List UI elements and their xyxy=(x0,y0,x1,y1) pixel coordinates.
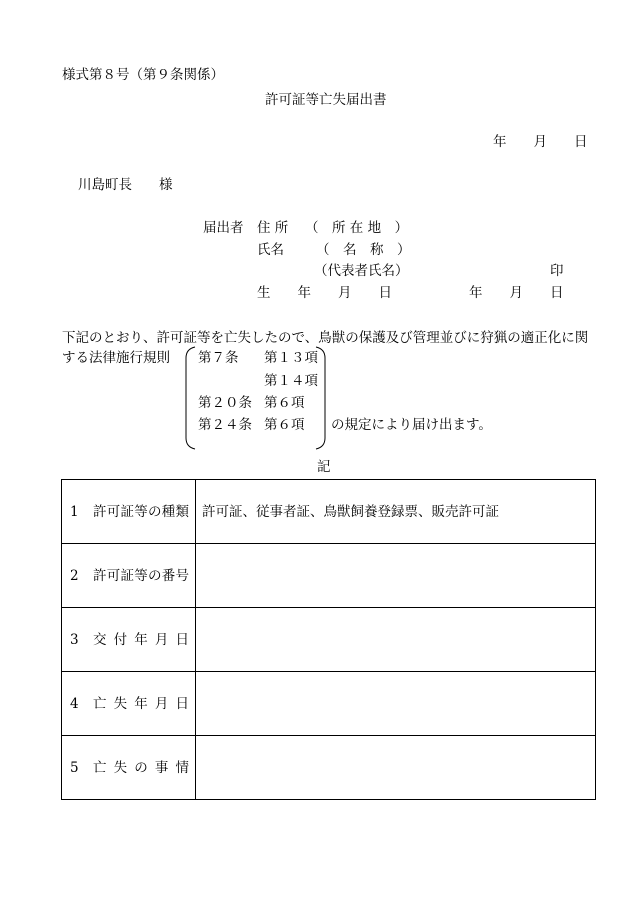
row-label-cell xyxy=(62,736,196,800)
name-note: （ 名 称 ） xyxy=(316,242,411,258)
row-label: 許可証等の種類 xyxy=(93,503,189,520)
provision-article: 第７条 xyxy=(198,350,239,366)
provision-article: 第２０条 xyxy=(198,395,252,411)
record-table xyxy=(61,479,596,800)
provision-paragraph: 第６項 xyxy=(264,417,305,433)
row-number: 2 xyxy=(70,567,79,584)
row-value-cell xyxy=(196,544,596,608)
address-note: （ 所 在 地 ） xyxy=(305,220,409,236)
statement-closing: の規定により届け出ます。 xyxy=(331,417,492,433)
row-label-cell xyxy=(62,480,196,544)
row-label-cell xyxy=(62,544,196,608)
address-label: 住 所 xyxy=(257,220,289,236)
provision-paragraph: 第１３項 xyxy=(264,350,318,366)
row-number: 5 xyxy=(70,759,79,776)
birthdate-label: 生 年 月 日 xyxy=(257,285,392,301)
provision-paragraph: 第１４項 xyxy=(264,373,318,389)
left-brace xyxy=(183,346,197,450)
table-row xyxy=(62,544,596,608)
provision-paragraph: 第６項 xyxy=(264,395,305,411)
table-row xyxy=(62,736,596,800)
ki-heading: 記 xyxy=(317,459,331,475)
statement-line-2: する法律施行規則 xyxy=(62,350,170,366)
form-number: 様式第８号（第９条関係） xyxy=(62,67,224,83)
row-number: 3 xyxy=(70,631,79,648)
addressee: 川島町長 様 xyxy=(78,177,173,193)
representative-label: （代表者氏名） xyxy=(314,263,409,279)
row-label: 亡 失 年 月 日 xyxy=(93,695,189,712)
table-row xyxy=(62,672,596,736)
row-label: 亡 失 の 事 情 xyxy=(93,759,189,776)
statement-line-1: 下記のとおり、許可証等を亡失したので、鳥獣の保護及び管理並びに狩猟の適正化に関 xyxy=(62,330,589,346)
row-value-cell xyxy=(196,608,596,672)
row-number: 1 xyxy=(70,503,79,520)
row-label-cell xyxy=(62,672,196,736)
row-label-cell xyxy=(62,608,196,672)
provision-article: 第２４条 xyxy=(198,417,252,433)
row-value-cell: 許可証、従事者証、鳥獣飼養登録票、販売許可証 xyxy=(196,480,596,544)
birthdate-value: 年 月 日 xyxy=(469,285,564,301)
table-row xyxy=(62,480,596,544)
table-row xyxy=(62,608,596,672)
document-title: 許可証等亡失届出書 xyxy=(265,92,387,108)
seal-mark: 印 xyxy=(550,263,564,279)
row-label: 交 付 年 月 日 xyxy=(93,631,189,648)
row-value-cell xyxy=(196,736,596,800)
submission-date: 年 月 日 xyxy=(493,134,588,150)
name-label: 氏名 xyxy=(257,242,284,258)
applicant-label: 届出者 xyxy=(203,220,244,236)
row-number: 4 xyxy=(70,695,79,712)
row-value-cell xyxy=(196,672,596,736)
row-label: 許可証等の番号 xyxy=(93,567,189,584)
